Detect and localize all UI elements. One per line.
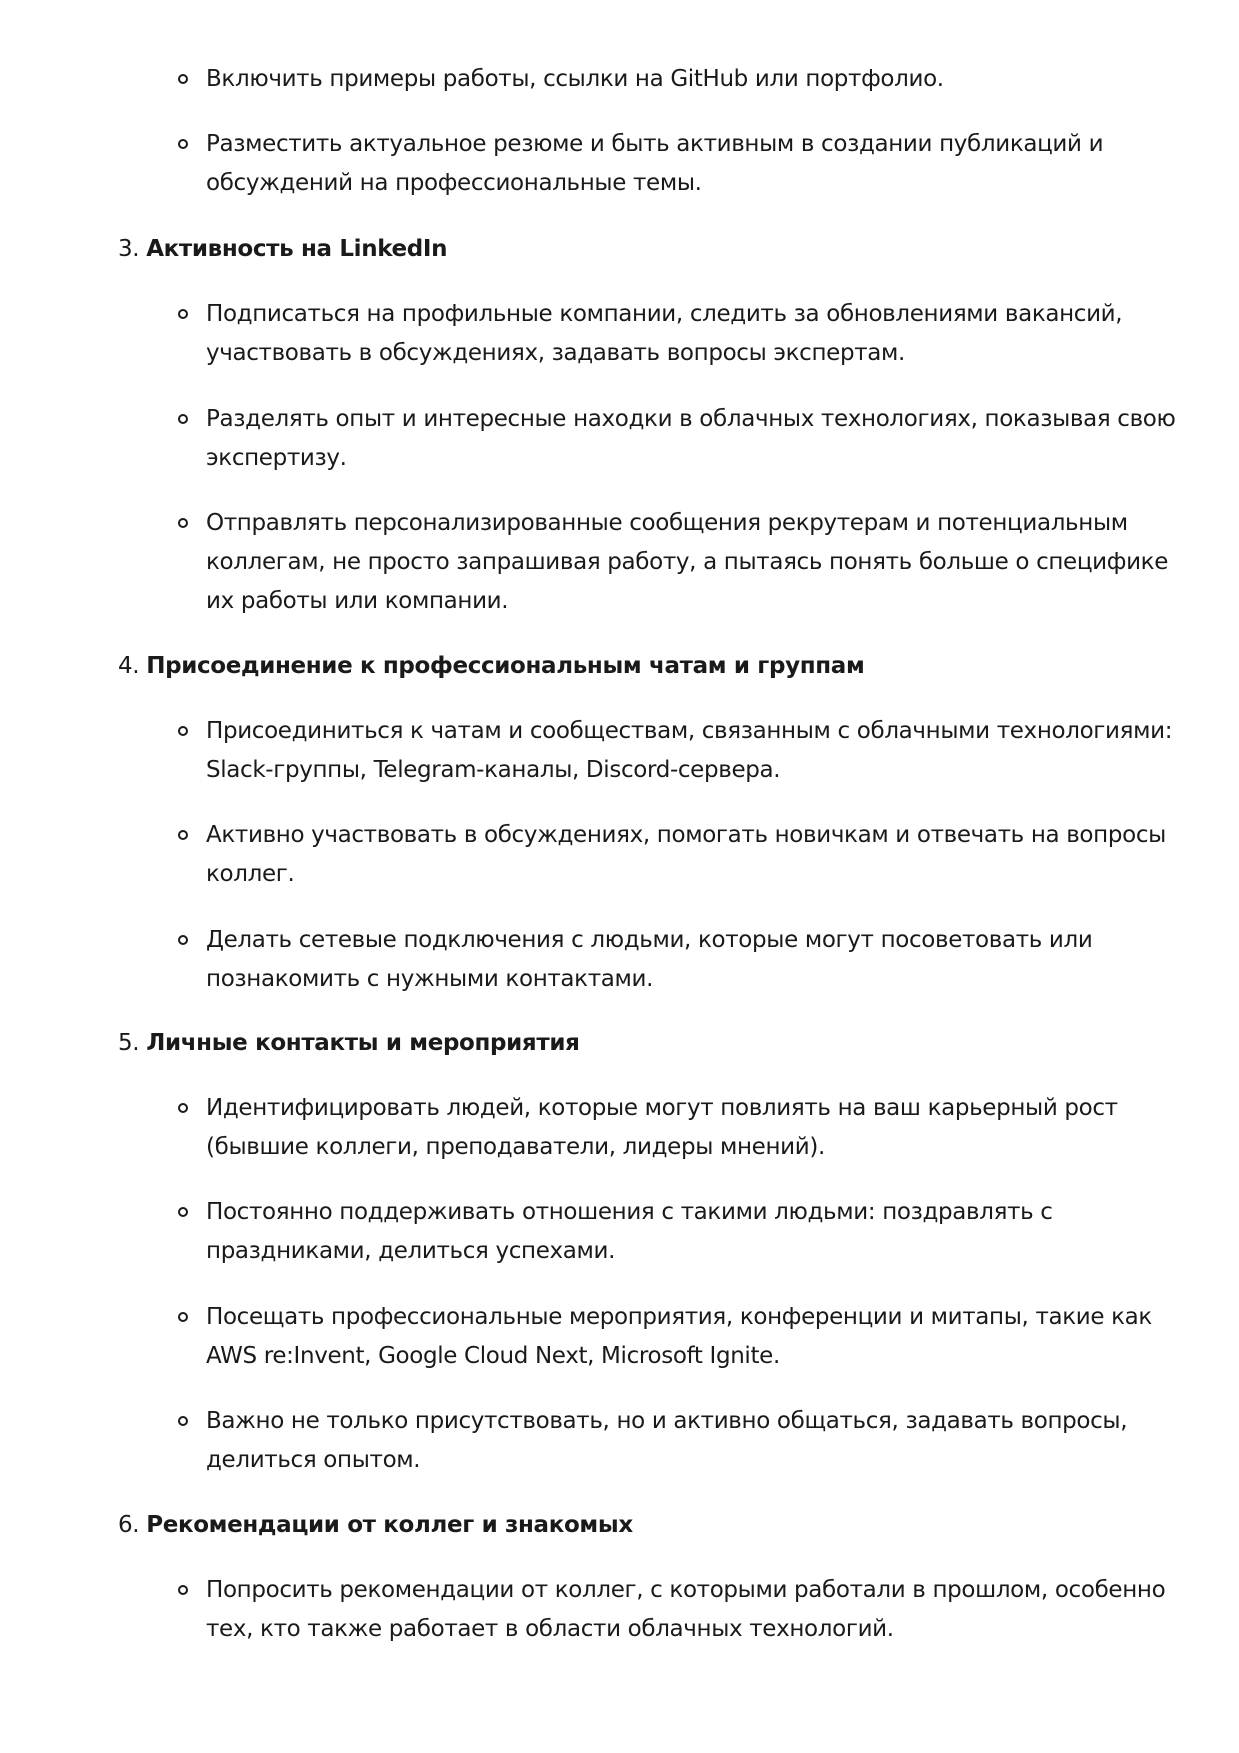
bullet-marker	[178, 726, 188, 736]
bullet-marker	[178, 935, 188, 945]
list-item-text: Идентифицировать людей, которые могут повлиять на ваш карьерный рост	[206, 1095, 1118, 1121]
list-item-text: участвовать в обсуждениях, задавать вопросы экспертам.	[206, 340, 905, 366]
list-item-text: их работы или компании.	[206, 588, 509, 614]
list-item-text: праздниками, делиться успехами.	[206, 1238, 616, 1264]
section-number: 5.	[118, 1030, 140, 1056]
section-title: Рекомендации от коллег и знакомых	[146, 1512, 633, 1538]
section-number: 6.	[118, 1512, 140, 1538]
bullet-marker	[178, 1585, 188, 1595]
bullet-marker	[178, 139, 188, 149]
list-item-text: делиться опытом.	[206, 1447, 421, 1473]
list-item-text: познакомить с нужными контактами.	[206, 966, 654, 992]
bullet-marker	[178, 1312, 188, 1322]
list-item-text: Делать сетевые подключения с людьми, которые могут посоветовать или	[206, 927, 1093, 953]
list-item-text: Подписаться на профильные компании, следить за обновлениями вакансий,	[206, 301, 1123, 327]
bullet-marker	[178, 74, 188, 84]
list-item-text: Разделять опыт и интересные находки в облачных технологиях, показывая свою	[206, 406, 1176, 432]
bullet-marker	[178, 309, 188, 319]
section-number: 3.	[118, 236, 140, 262]
list-item-text: Slack-группы, Telegram-каналы, Discord-сервера.	[206, 757, 781, 783]
list-item-text: коллегам, не просто запрашивая работу, а пытаясь понять больше о специфике	[206, 549, 1169, 575]
list-item-text: коллег.	[206, 861, 295, 887]
bullet-marker	[178, 518, 188, 528]
list-item-text: Отправлять персонализированные сообщения рекрутерам и потенциальным	[206, 510, 1128, 536]
bullet-marker	[178, 414, 188, 424]
list-item-text: экспертизу.	[206, 445, 347, 471]
section-heading	[118, 234, 447, 264]
bullet-marker	[178, 1103, 188, 1113]
bullet-marker	[178, 1207, 188, 1217]
list-item-text: Попросить рекомендации от коллег, с которыми работали в прошлом, особенно	[206, 1577, 1166, 1603]
section-heading	[118, 1510, 633, 1540]
section-heading	[118, 651, 864, 681]
list-item-text: Важно не только присутствовать, но и активно общаться, задавать вопросы,	[206, 1408, 1128, 1434]
list-item-text: Активно участвовать в обсуждениях, помогать новичкам и отвечать на вопросы	[206, 822, 1166, 848]
list-item-text: Разместить актуальное резюме и быть активным в создании публикаций и	[206, 131, 1104, 157]
list-item-text: Постоянно поддерживать отношения с такими людьми: поздравлять с	[206, 1199, 1053, 1225]
section-title: Активность на LinkedIn	[146, 236, 448, 262]
section-title: Присоединение к профессиональным чатам и группам	[146, 653, 865, 679]
bullet-marker	[178, 1416, 188, 1426]
list-item-text: Посещать профессиональные мероприятия, конференции и митапы, такие как	[206, 1304, 1152, 1330]
section-heading	[118, 1028, 580, 1058]
section-number: 4.	[118, 653, 140, 679]
list-item-text: AWS re:Invent, Google Cloud Next, Microsoft Ignite.	[206, 1343, 780, 1369]
bullet-marker	[178, 830, 188, 840]
list-item-text: Присоединиться к чатам и сообществам, связанным с облачными технологиями:	[206, 718, 1173, 744]
list-item-text: обсуждений на профессиональные темы.	[206, 170, 702, 196]
list-item-text: Включить примеры работы, ссылки на GitHub или портфолио.	[206, 66, 944, 92]
list-item-text: (бывшие коллеги, преподаватели, лидеры мнений).	[206, 1134, 825, 1160]
section-title: Личные контакты и мероприятия	[146, 1030, 580, 1056]
list-item-text: тех, кто также работает в области облачных технологий.	[206, 1616, 894, 1642]
